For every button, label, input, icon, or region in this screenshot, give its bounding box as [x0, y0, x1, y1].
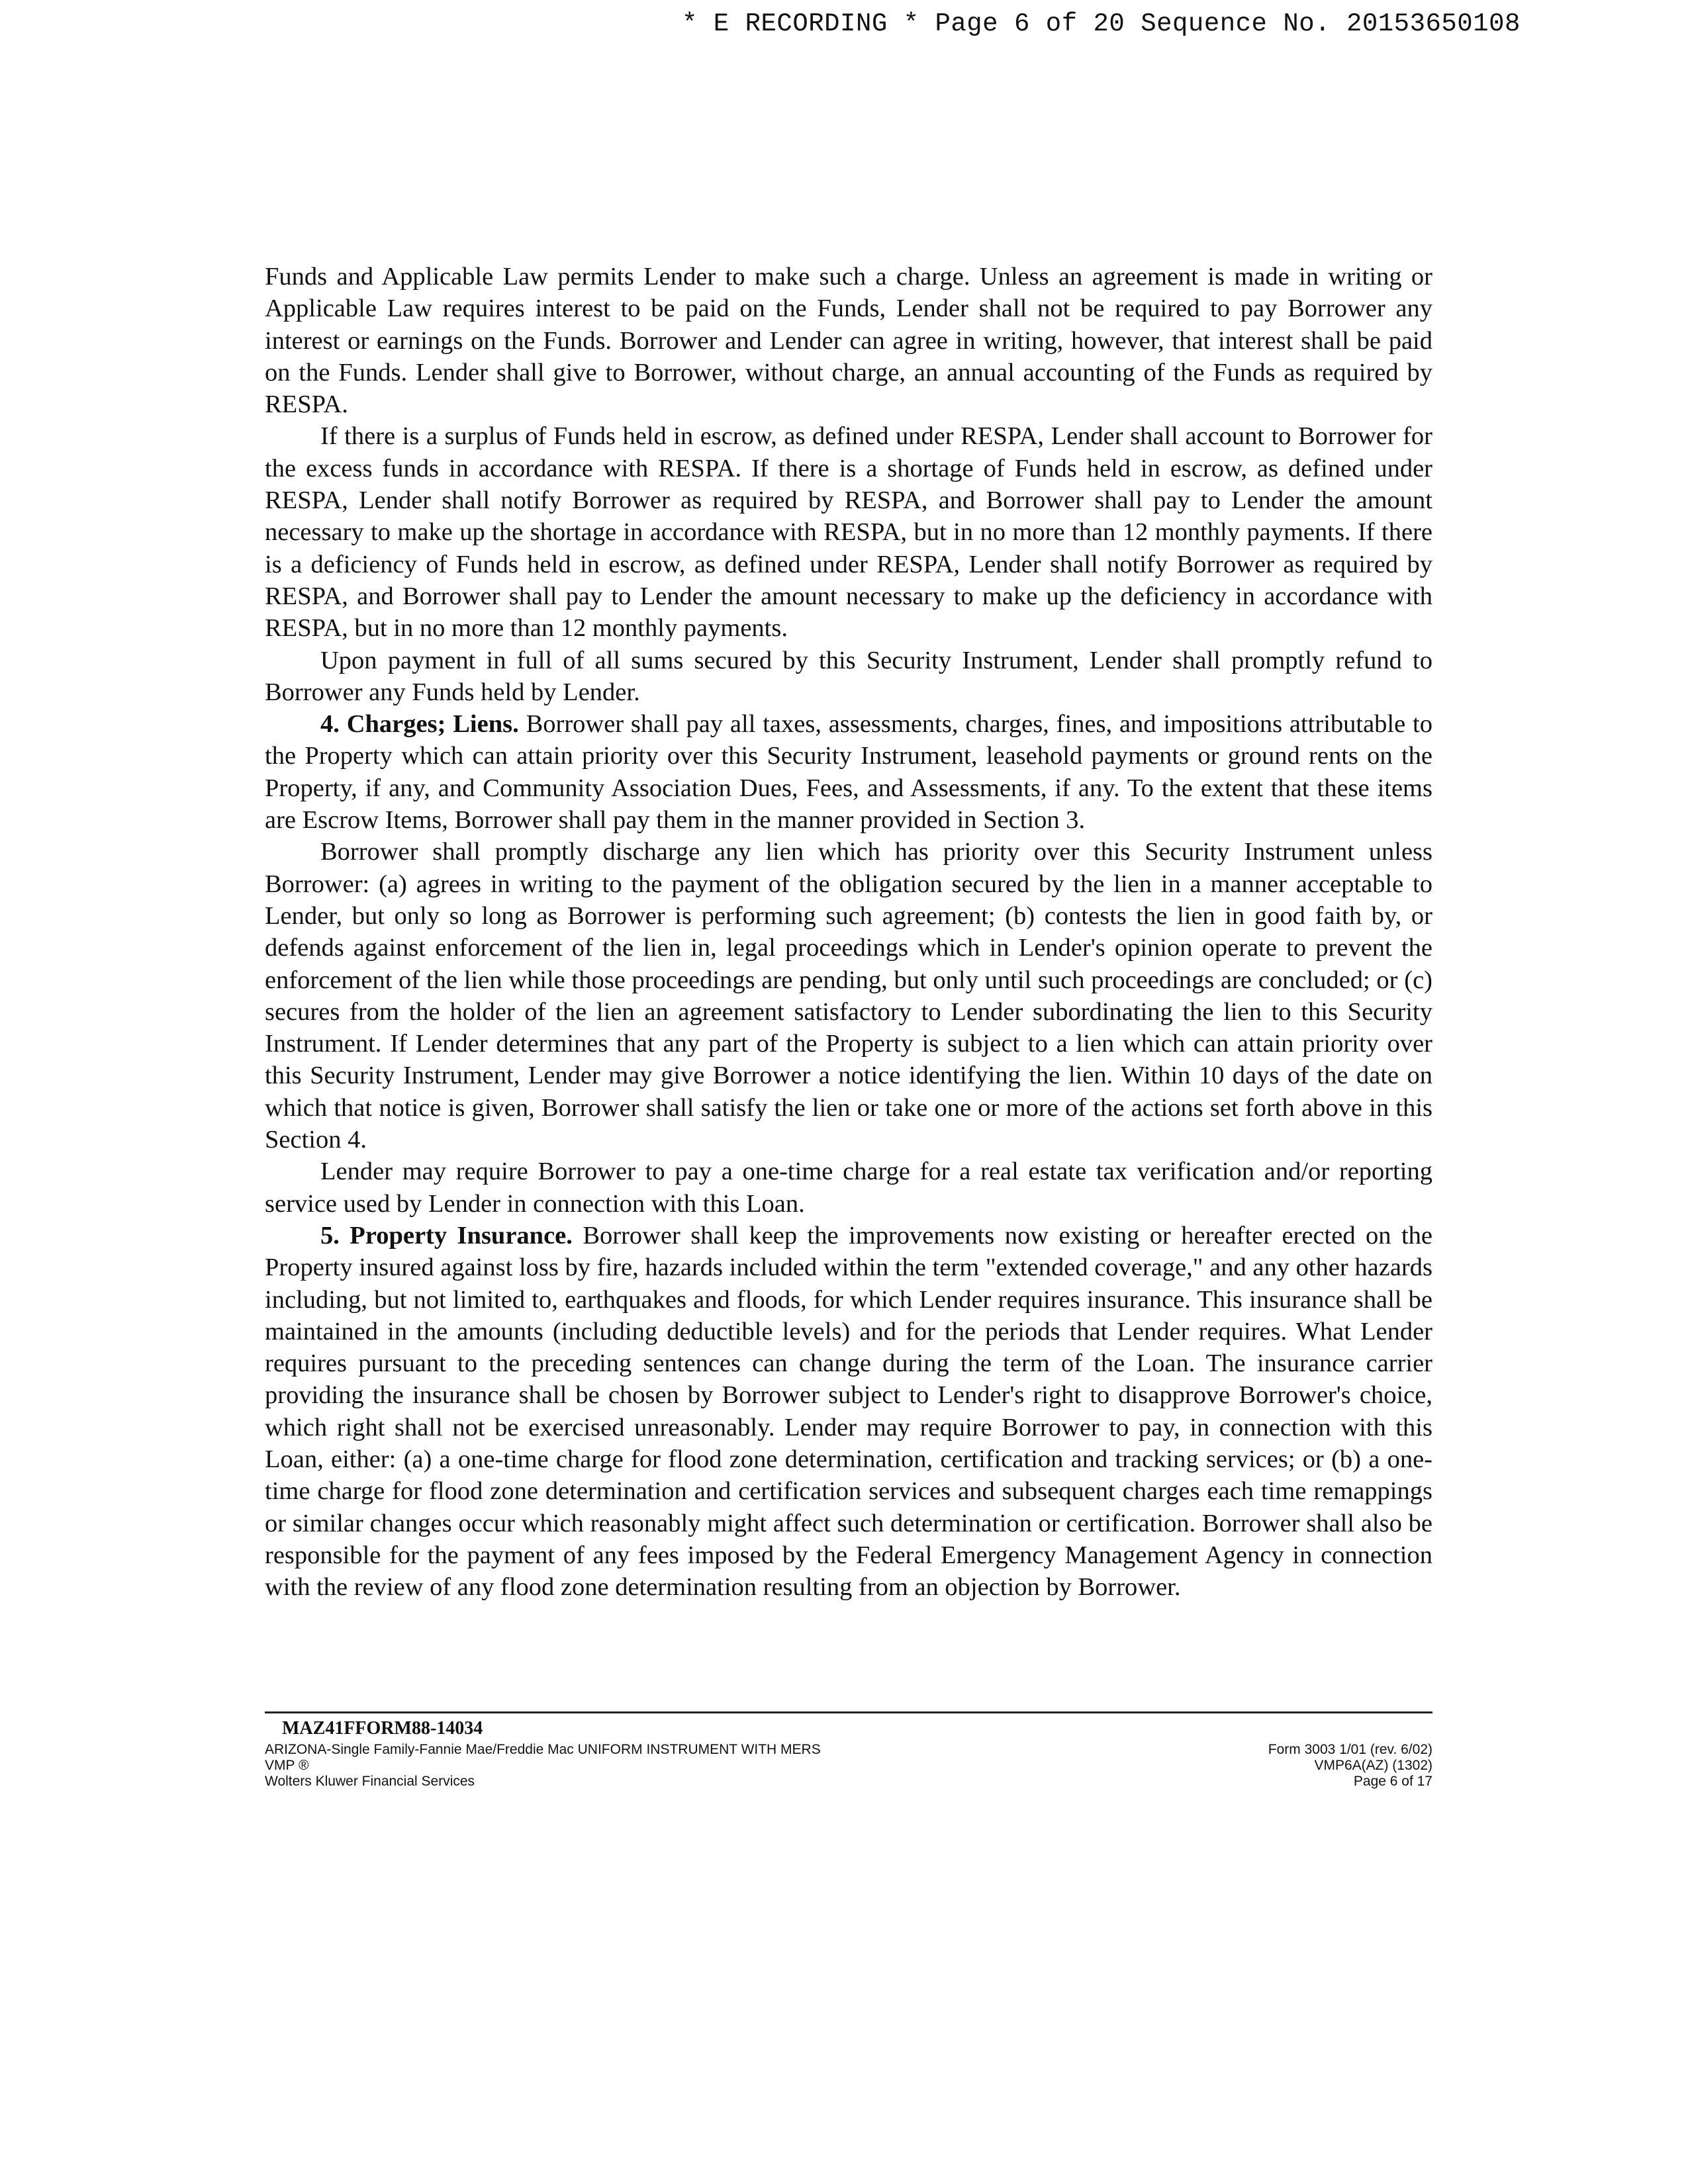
section-5-heading: 5. Property Insurance.	[320, 1221, 573, 1250]
paragraph-refund: Upon payment in full of all sums secured by this Security Instrument, Lender shall promptly refund to Borrower any Funds held by Lender.	[265, 646, 1432, 706]
footer-page-number: Page 6 of 17	[1353, 1774, 1432, 1789]
section-4-charges-liens	[265, 708, 1432, 836]
footer-form-number: Form 3003 1/01 (rev. 6/02)	[1268, 1742, 1432, 1757]
section-5-property-insurance	[265, 1220, 1432, 1604]
paragraph-tax-verification: Lender may require Borrower to pay a one-time charge for a real estate tax verification and/or reporting service used by Lender in connection with this Loan.	[265, 1158, 1432, 1218]
document-body	[265, 261, 1432, 1603]
footer-left-block	[265, 1742, 821, 1790]
footer-divider	[265, 1711, 1432, 1713]
footer-instrument-title: ARIZONA-Single Family-Fannie Mae/Freddie Mac UNIFORM INSTRUMENT WITH MERS	[265, 1742, 821, 1757]
section-5-text: Borrower shall keep the improvements now existing or hereafter erected on the Property insured against loss by fire, hazards included within the term "extended coverage," and any other hazards including, but not limited to, earthquakes and floods, for which Lender requires insurance. This insurance shall be maintained in the amounts (including deductible levels) and for the periods that Lender requires. What Lender requires pursuant to the preceding sentences can change during the term of the Loan. The insurance carrier providing the insurance shall be chosen by Borrower subject to Lender's right to disapprove Borrower's choice, which right shall not be exercised unreasonably. Lender may require Borrower to pay, in connection with this Loan, either: (a) a one-time charge for flood zone determination, certification and tracking services; or (b) a one-time charge for flood zone determination and certification services and subsequent charges each time remappings or similar changes occur which reasonably might affect such determination or certification. Borrower shall also be responsible for the payment of any fees imposed by the Federal Emergency Management Agency in connection with the review of any flood zone determination resulting from an objection by Borrower.	[265, 1221, 1432, 1602]
paragraph-funds-interest: Funds and Applicable Law permits Lender to make such a charge. Unless an agreement is made in writing or Applicable Law requires interest to be paid on the Funds, Lender shall not be required to pay Borrower any interest or earnings on the Funds. Borrower and Lender can agree in writing, however, that interest shall be paid on the Funds. Lender shall give to Borrower, without charge, an annual accounting of the Funds as required by RESPA.	[265, 263, 1432, 419]
paragraph-lien-discharge: Borrower shall promptly discharge any lien which has priority over this Security Instrument unless Borrower: (a) agrees in writing to the payment of the obligation secured by the lien in a manner acceptable to Lender, but only so long as Borrower is performing such agreement; (b) contests the lien in good faith by, or defends against enforcement of the lien in, legal proceedings which in Lender's opinion operate to prevent the enforcement of the lien while those proceedings are pending, but only until such proceedings are concluded; or (c) secures from the holder of the lien an agreement satisfactory to Lender subordinating the lien to this Security Instrument. If Lender determines that any part of the Property is subject to a lien which can attain priority over this Security Instrument, Lender may give Borrower a notice identifying the lien. Within 10 days of the date on which that notice is given, Borrower shall satisfy the lien or take one or more of the actions set forth above in this Section 4.	[265, 838, 1432, 1154]
footer-form-id: MAZ41FFORM88-14034	[282, 1718, 483, 1739]
paragraph-escrow-surplus: If there is a surplus of Funds held in escrow, as defined under RESPA, Lender shall account to Borrower for the excess funds in accordance with RESPA. If there is a shortage of Funds held in escrow, as defined under RESPA, Lender shall notify Borrower as required by RESPA, and Borrower shall pay to Lender the amount necessary to make up the shortage in accordance with RESPA, but in no more than 12 monthly payments. If there is a deficiency of Funds held in escrow, as defined under RESPA, Lender shall notify Borrower as required by RESPA, and Borrower shall pay to Lender the amount necessary to make up the deficiency in accordance with RESPA, but in no more than 12 monthly payments.	[265, 422, 1432, 643]
footer-vmp-mark: VMP ®	[265, 1758, 309, 1773]
section-4-text: Borrower shall pay all taxes, assessments, charges, fines, and impositions attributable to the Property which can attain priority over this Security Instrument, leasehold payments or ground rents on the Property, if any, and Community Association Dues, Fees, and Assessments, if any. To the extent that these items are Escrow Items, Borrower shall pay them in the manner provided in Section 3.	[265, 710, 1432, 835]
footer-right-block	[1268, 1742, 1432, 1790]
footer-vmp-code: VMP6A(AZ) (1302)	[1314, 1758, 1432, 1773]
section-4-heading: 4. Charges; Liens.	[320, 710, 519, 739]
recording-header: * E RECORDING * Page 6 of 20 Sequence No. 20153650108	[682, 9, 1521, 38]
footer-publisher: Wolters Kluwer Financial Services	[265, 1774, 475, 1789]
